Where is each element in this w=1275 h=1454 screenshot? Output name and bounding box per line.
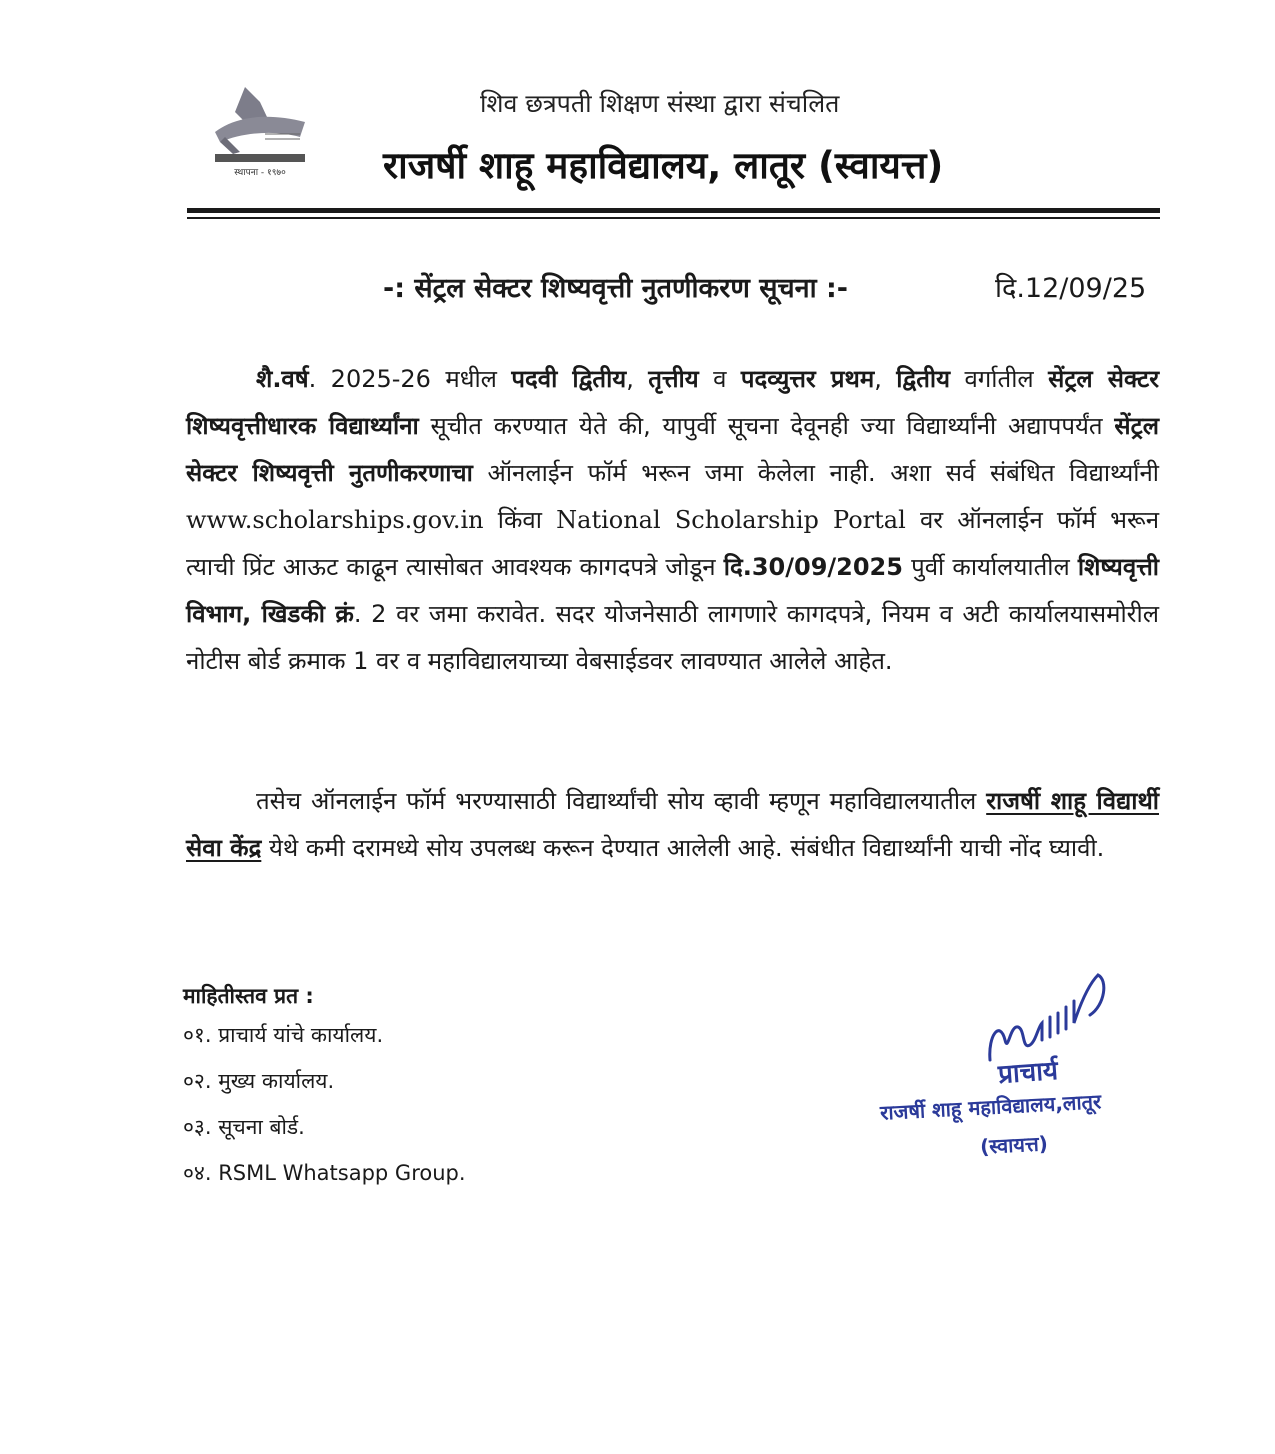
text-span: वर्गातील — [950, 365, 1049, 393]
list-item: ०१. प्राचार्य यांचे कार्यालय. — [183, 1023, 384, 1047]
signature-title: प्राचार्य — [997, 1055, 1059, 1091]
list-item: ०२. मुख्य कार्यालय. — [183, 1069, 335, 1093]
deadline-date: दि.30/09/2025 — [723, 553, 903, 581]
text-span: पुर्वी कार्यालयातील — [902, 553, 1078, 581]
list-item: ०३. सूचना बोर्ड. — [183, 1115, 305, 1139]
text-span: . 2 वर जमा करावेत. सदर योजनेसाठी लागणारे कागदपत्रे, नियम व अटी कार्यालयासमोरील नोटीस बोर्ड क्रमाक 1 वर व महाविद्यालयाच्या वेबसाईडवर लावण्यात आलेले आहेत. — [186, 600, 1159, 675]
service-center-name: राजर्षी शाहू विद्यार्थी सेवा केंद्र — [186, 787, 1159, 862]
text-span: , — [626, 365, 649, 393]
text-span: सूचीत करण्यात येते की, यापुर्वी सूचना देवूनही ज्या विद्यार्थ्यांनी अद्यापपर्यंत — [418, 412, 1115, 440]
copies-heading: माहितीस्तव प्रत : — [183, 984, 314, 1008]
portal-name: National Scholarship Portal — [556, 506, 906, 534]
text-span: तसेच ऑनलाईन फॉर्म भरण्यासाठी विद्यार्थ्यांची सोय व्हावी म्हणून महाविद्यालयातील — [256, 787, 987, 815]
signature-autonomous: (स्वायत्त) — [979, 1131, 1049, 1159]
text-span: पदव्युत्तर प्रथम — [740, 365, 875, 393]
list-item: ०४. RSML Whatsapp Group. — [183, 1161, 466, 1185]
text-span: व — [698, 365, 741, 393]
header-rule-thick — [187, 208, 1160, 213]
text-span: , — [874, 365, 897, 393]
notice-date: दि.12/09/25 — [995, 273, 1147, 304]
college-name: राजर्षी शाहू महाविद्यालय, लातूर (स्वायत्त) — [383, 144, 944, 187]
scholarship-url: www.scholarships.gov.in — [186, 506, 484, 534]
paragraph-2 — [186, 778, 1159, 872]
copies-list — [183, 1020, 466, 1204]
notice-title: -: सेंट्रल सेक्टर शिष्यवृत्ती नुतणीकरण सूचना :- — [383, 273, 849, 304]
scholarship-office: शिष्यवृत्ती विभाग, खिडकी क्रं — [186, 553, 1159, 628]
text-span: द्वितीय — [896, 365, 951, 393]
text-span: . 2025-26 मधील — [308, 365, 512, 393]
principal-signature-stamp — [880, 965, 1160, 1175]
text-span: ऑनलाईन फॉर्म भरून जमा केलेला नाही. अशा सर्व संबंधित विद्यार्थ्यांनी — [472, 459, 1159, 487]
trust-line: शिव छत्रपती शिक्षण संस्था द्वारा संचलित — [480, 89, 840, 118]
text-span: येथे कमी दरामध्ये सोय उपलब्ध करून देण्यात आलेली आहे. संबंधीत विद्यार्थ्यांनी याची नोंद घ्यावी. — [261, 834, 1105, 862]
header-rule-thin — [187, 217, 1160, 219]
text-span: सेंट्रल सेक्टर शिष्यवृत्तीधारक विद्यार्थ्यांना — [186, 365, 1160, 440]
text-span: पदवी द्वितीय — [511, 365, 627, 393]
signature-college: राजर्षी शाहू महाविद्यालय,लातूर — [879, 1089, 1102, 1125]
academic-year-label: शै.वर्ष — [256, 365, 309, 393]
paragraph-1 — [186, 356, 1159, 685]
text-span: किंवा — [483, 506, 557, 534]
text-span: वर ऑनलाईन फॉर्म भरून त्याची प्रिंट आऊट काढून त्यासोबत आवश्यक कागदपत्रे जोडून — [186, 506, 1160, 581]
logo-established-text: स्थापना - १९७० — [234, 168, 286, 178]
text-span: सेंट्रल सेक्टर शिष्यवृत्ती नुतणीकरणाचा — [186, 412, 1160, 487]
text-span: तृत्तीय — [648, 365, 699, 393]
